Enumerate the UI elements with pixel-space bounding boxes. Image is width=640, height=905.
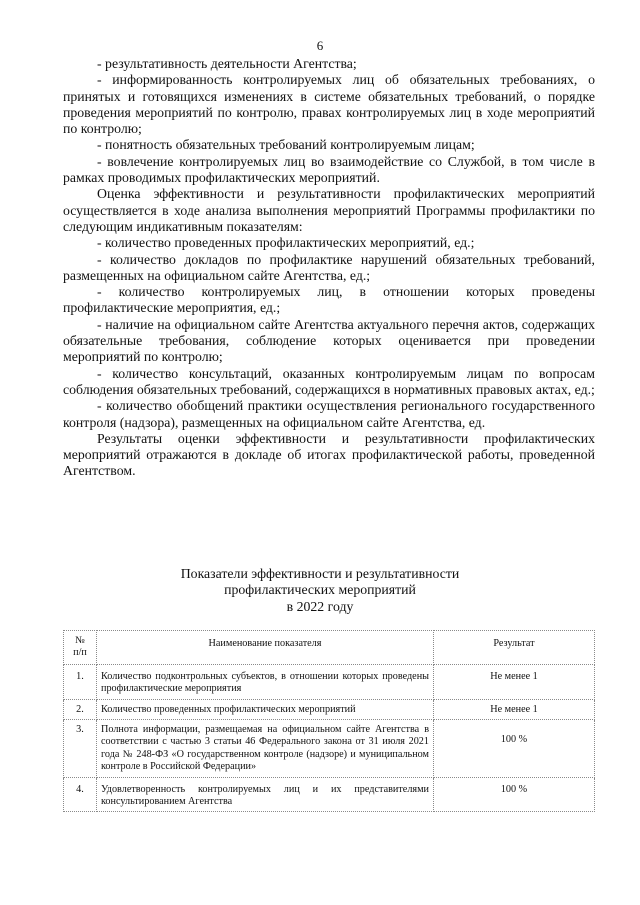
table-row <box>64 699 595 719</box>
header-number-line1: № <box>75 635 85 646</box>
row-result: Не менее 1 <box>434 699 595 719</box>
row-indicator-name: Удовлетворенность контролируемых лиц и их представителями консультированием Агентства <box>97 777 434 812</box>
paragraph: - количество обобщений практики осуществления регионального государственного контроля (надзора), размещенных на официальном сайте Агентства, ед. <box>63 398 595 430</box>
paragraph: - понятность обязательных требований контролируемым лицам; <box>97 137 475 153</box>
table-row <box>64 664 595 699</box>
header-number-line2: п/п <box>73 647 87 659</box>
row-result: Не менее 1 <box>434 664 595 699</box>
body-text <box>63 56 595 480</box>
header-number <box>64 631 97 665</box>
header-result: Результат <box>434 631 595 665</box>
row-indicator-name: Полнота информации, размещаемая на официальном сайте Агентства в соответствии с частью 3 статьи 46 Федерального закона от 31 июля 2021 года № 248-ФЗ «О государственном контроле (надзоре) и муниципальном контроле в Российской Федерации» <box>97 720 434 778</box>
row-result: 100 % <box>434 777 595 812</box>
paragraph: - информированность контролируемых лиц об обязательных требованиях, о принятых и готовящихся изменениях в системе обязательных требований, о порядке проведения мероприятий по контролю, правах контролируемых лиц в ходе мероприятий по контролю; <box>63 72 595 137</box>
paragraph: - вовлечение контролируемых лиц во взаимодействие со Службой, в том числе в рамках проводимых профилактических мероприятий. <box>63 153 595 186</box>
table-title <box>0 566 640 615</box>
row-indicator-name: Количество подконтрольных субъектов, в отношении которых проведены профилактические мероприятия <box>97 664 434 699</box>
paragraph: - количество проведенных профилактических мероприятий, ед.; <box>97 235 475 251</box>
paragraph: - наличие на официальном сайте Агентства актуального перечня актов, содержащих обязательные требования, соблюдение которых оценивается при проведении мероприятий по контролю; <box>63 316 595 365</box>
table-title-line: в 2022 году <box>286 598 354 614</box>
paragraph: - количество контролируемых лиц, в отношении которых проведены профилактические мероприятия, ед.; <box>63 284 595 316</box>
paragraph: Оценка эффективности и результативности профилактических мероприятий осуществляется в ходе анализа выполнения мероприятий Программы профилактики по следующим индикативным показателям: <box>63 186 595 234</box>
paragraph: - количество консультаций, оказанных контролируемым лицам по вопросам соблюдения обязательных требований, содержащихся в нормативных правовых актах, ед.; <box>63 365 595 397</box>
table-row <box>64 777 595 812</box>
indicators-table <box>63 630 595 812</box>
paragraph: - результативность деятельности Агентства; <box>97 56 357 71</box>
row-number: 1. <box>64 664 97 699</box>
page-number: 6 <box>316 38 324 53</box>
paragraph: - количество докладов по профилактике нарушений обязательных требований, размещенных на официальном сайте Агентства, ед.; <box>63 251 595 283</box>
table-title-line: профилактических мероприятий <box>224 582 416 598</box>
table-title-line: Показатели эффективности и результативности <box>180 566 460 581</box>
table-header-row <box>64 631 595 665</box>
row-indicator-name: Количество проведенных профилактических мероприятий <box>97 699 434 719</box>
row-number: 3. <box>64 720 97 778</box>
table-row <box>64 720 595 778</box>
row-number: 4. <box>64 777 97 812</box>
header-indicator-name: Наименование показателя <box>97 631 434 665</box>
row-number: 2. <box>64 699 97 719</box>
row-result: 100 % <box>434 720 595 778</box>
paragraph: Результаты оценки эффективности и результативности профилактических мероприятий отражаются в докладе об итогах профилактической работы, проведенной Агентством. <box>63 430 595 479</box>
